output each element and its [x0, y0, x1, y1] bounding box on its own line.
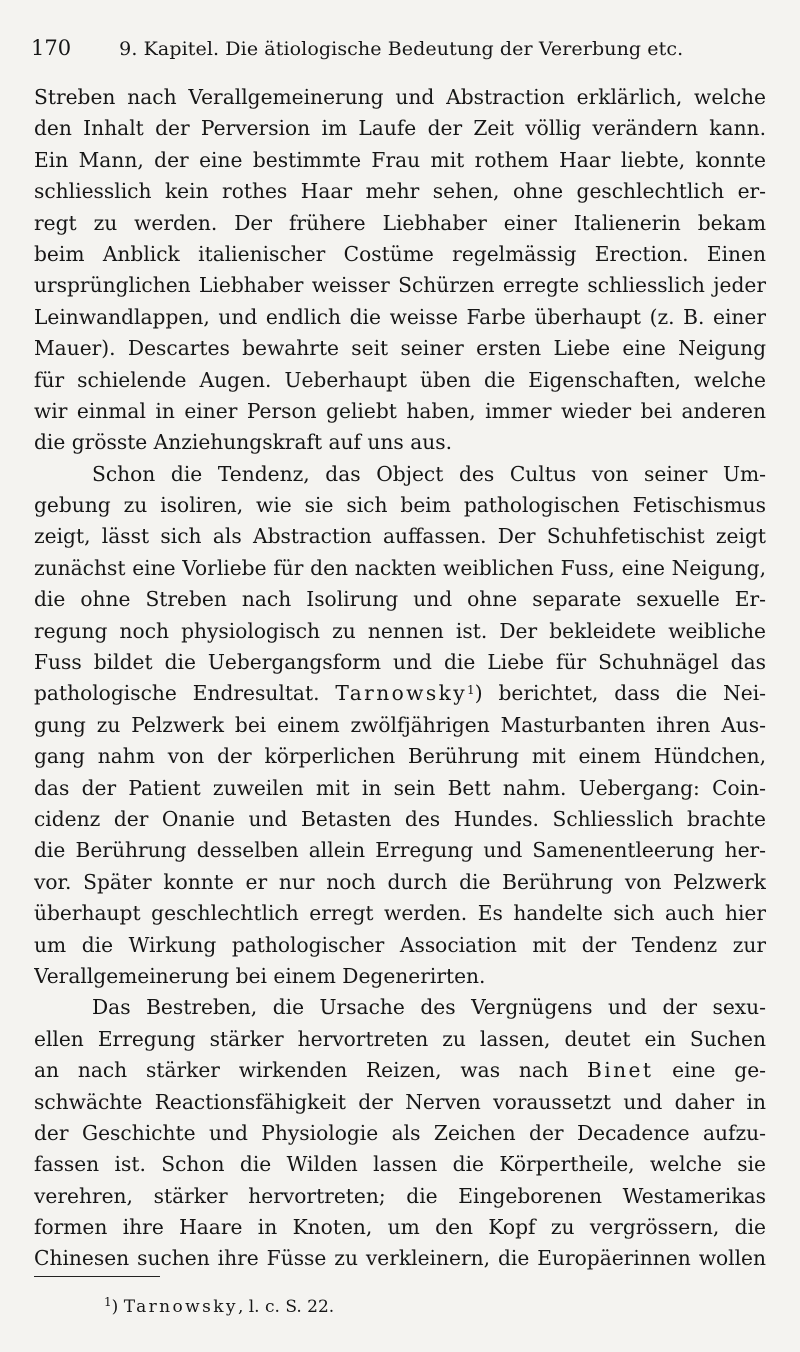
text-line: regung noch physiologisch zu nennen ist. Der bekleidete weibliche — [34, 618, 766, 643]
text-line: schwächte Reactionsfähigkeit der Nerven voraussetzt und daher in — [34, 1089, 766, 1114]
spaced-name: Binet — [587, 1058, 654, 1083]
text-line: cidenz der Onanie und Betasten des Hundes. Schliesslich brachte — [34, 806, 766, 831]
text-line: wir einmal in einer Person geliebt haben, immer wieder bei anderen — [34, 398, 766, 423]
text-line — [34, 678, 766, 709]
text-line: beim Anblick italienischer Costüme regelmässig Erection. Einen — [34, 241, 766, 266]
text-line: gang nahm von der körperlichen Berührung mit einem Hündchen, — [34, 744, 766, 769]
text-line: Leinwandlappen, und endlich die weisse Farbe überhaupt (z. B. einer — [34, 304, 766, 329]
text-line: zunächst eine Vorliebe für den nackten weiblichen Fuss, eine Neigung, — [34, 555, 766, 580]
running-header — [31, 34, 771, 62]
footnote-reference: 1 — [467, 683, 475, 698]
page-number: 170 — [31, 36, 72, 60]
text-line: verehren, stärker hervortreten; die Eingeborenen Westamerikas — [34, 1183, 766, 1208]
text-line: gung zu Pelzwerk bei einem zwölfjährigen Masturbanten ihren Aus- — [34, 712, 766, 737]
text-line: ellen Erregung stärker hervortreten zu lassen, deutet ein Suchen — [34, 1026, 766, 1051]
footnote-rule — [34, 1276, 160, 1277]
text-line: gebung zu isoliren, wie sie sich beim pathologischen Fetischismus — [34, 493, 766, 518]
text-line: die grösste Anziehungskraft auf uns aus. — [34, 430, 453, 455]
text-segment: ) berichtet, dass die Nei- — [474, 681, 766, 706]
body-text — [34, 82, 766, 1275]
text-line: schliesslich kein rothes Haar mehr sehen, ohne geschlechtlich er- — [34, 179, 766, 204]
text-segment: pathologische Endresultat. — [34, 681, 336, 706]
text-line: Schon die Tendenz, das Object des Cultus von seiner Um- — [92, 461, 766, 486]
text-line: Streben nach Verallgemeinerung und Abstraction erklärlich, welche — [34, 85, 766, 109]
text-line: regt zu werden. Der frühere Liebhaber einer Italienerin bekam — [34, 210, 766, 235]
text-line: zeigt, lässt sich als Abstraction auffassen. Der Schuhfetischist zeigt — [34, 524, 766, 549]
text-line — [34, 1055, 766, 1086]
footnote: $^1$) Tarnowsky, l. c. S. 22. — [104, 1295, 335, 1317]
text-line: fassen ist. Schon die Wilden lassen die Körpertheile, welche sie — [34, 1152, 766, 1177]
text-segment: eine ge- — [653, 1058, 766, 1083]
text-line: überhaupt geschlechtlich erregt werden. Es handelte sich auch hier — [34, 901, 766, 926]
footnote-marker: 1 — [104, 1295, 112, 1309]
text-line: Mauer). Descartes bewahrte seit seiner ersten Liebe eine Neigung — [34, 336, 766, 361]
text-line: die Berührung desselben allein Erregung und Samenentleerung her- — [34, 838, 766, 863]
text-line: ursprünglichen Liebhaber weisser Schürzen erregte schliesslich jeder — [34, 273, 766, 298]
text-line: Verallgemeinerung bei einem Degenerirten. — [34, 963, 486, 988]
text-line: vor. Später konnte er nur noch durch die Berührung von Pelzwerk — [34, 869, 766, 894]
text-line: die ohne Streben nach Isolirung und ohne separate sexuelle Er- — [34, 587, 766, 612]
text-line: formen ihre Haare in Knoten, um den Kopf zu vergrössern, die — [34, 1215, 766, 1240]
text-line: Ein Mann, der eine bestimmte Frau mit rothem Haar liebte, konnte — [34, 147, 766, 172]
text-line: Das Bestreben, die Ursache des Vergnügens und der sexu- — [92, 995, 766, 1020]
text-line: das der Patient zuweilen mit in sein Bett nahm. Uebergang: Coin- — [34, 775, 766, 800]
text-line: für schielende Augen. Ueberhaupt üben die Eigenschaften, welche — [34, 367, 766, 392]
text-line: Fuss bildet die Uebergangsform und die Liebe für Schuhnägel das — [34, 650, 766, 675]
text-line: der Geschichte und Physiologie als Zeichen der Decadence aufzu- — [34, 1120, 766, 1145]
running-title: 9. Kapitel. Die ätiologische Bedeutung der Vererbung etc. — [119, 38, 684, 60]
text-line: um die Wirkung pathologischer Association mit der Tendenz zur — [34, 932, 766, 957]
text-segment: an nach stärker wirkenden Reizen, was nach — [34, 1058, 587, 1083]
text-line: Chinesen suchen ihre Füsse zu verkleinern, die Europäerinnen wollen — [34, 1246, 766, 1271]
footnote-author: Tarnowsky — [123, 1297, 238, 1317]
text-line: den Inhalt der Perversion im Laufe der Zeit völlig verändern kann. — [34, 116, 766, 141]
spaced-name: Tarnowsky — [335, 681, 468, 706]
footnote-text: , l. c. S. 22. — [237, 1297, 335, 1317]
